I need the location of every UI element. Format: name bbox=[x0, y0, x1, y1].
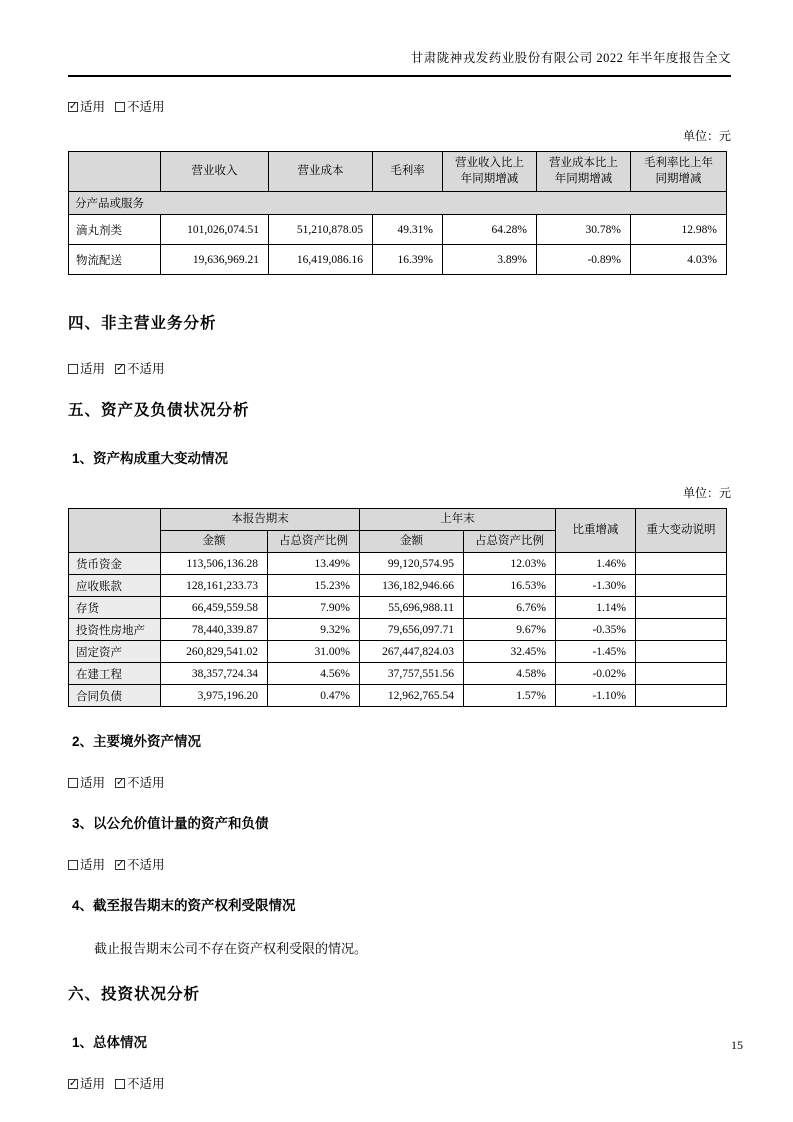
cell-change: -1.45% bbox=[556, 641, 636, 663]
row-label: 固定资产 bbox=[69, 641, 161, 663]
cell-amount-prior: 37,757,551.56 bbox=[360, 663, 464, 685]
col-header-current-period: 本报告期末 bbox=[161, 509, 360, 531]
cell-amount-now: 78,440,339.87 bbox=[161, 619, 268, 641]
table-row bbox=[69, 575, 727, 597]
section-6-sub-1-title: 1、总体情况 bbox=[72, 1035, 148, 1050]
applicable-label: 适用 bbox=[80, 1077, 106, 1091]
section-5-title: 五、资产及负债状况分析 bbox=[68, 402, 250, 419]
applicability-row-s4 bbox=[68, 359, 731, 374]
section-5-sub-3-title: 3、以公允价值计量的资产和负债 bbox=[72, 816, 269, 831]
col-header-change: 比重增减 bbox=[556, 509, 636, 553]
cell-ratio-prior: 6.76% bbox=[464, 597, 556, 619]
cell-note bbox=[636, 575, 727, 597]
cell-cost-change: -0.89% bbox=[537, 245, 631, 275]
checkbox-checked-icon bbox=[115, 860, 125, 870]
cell-ratio-now: 4.56% bbox=[268, 663, 360, 685]
row-label: 合同负债 bbox=[69, 685, 161, 707]
row-label: 投资性房地产 bbox=[69, 619, 161, 641]
cell-note bbox=[636, 553, 727, 575]
table-row bbox=[69, 553, 727, 575]
not-applicable-label: 不适用 bbox=[127, 100, 165, 114]
cell-cost: 51,210,878.05 bbox=[269, 215, 373, 245]
cell-amount-now: 113,506,136.28 bbox=[161, 553, 268, 575]
row-label: 货币资金 bbox=[69, 553, 161, 575]
cell-amount-prior: 55,696,988.11 bbox=[360, 597, 464, 619]
table-header-row bbox=[69, 509, 727, 531]
col-header-note: 重大变动说明 bbox=[636, 509, 727, 553]
checkbox-unchecked-icon bbox=[68, 778, 78, 788]
checkbox-unchecked-icon bbox=[68, 364, 78, 374]
cell-ratio-prior: 4.58% bbox=[464, 663, 556, 685]
col-header-cost: 营业成本 bbox=[269, 152, 373, 192]
product-revenue-table bbox=[68, 151, 727, 275]
cell-amount-now: 128,161,233.73 bbox=[161, 575, 268, 597]
checkbox-unchecked-icon bbox=[68, 860, 78, 870]
cell-margin: 16.39% bbox=[373, 245, 443, 275]
cell-change: 1.46% bbox=[556, 553, 636, 575]
checkbox-unchecked-icon bbox=[115, 102, 125, 112]
applicable-label: 适用 bbox=[80, 776, 106, 790]
cell-ratio-prior: 32.45% bbox=[464, 641, 556, 663]
cell-ratio-prior: 12.03% bbox=[464, 553, 556, 575]
col-header-prior-period: 上年末 bbox=[360, 509, 556, 531]
cell-margin-change: 12.98% bbox=[631, 215, 727, 245]
table-row bbox=[69, 215, 727, 245]
cell-revenue-change: 64.28% bbox=[443, 215, 537, 245]
section-4-title: 四、非主营业务分析 bbox=[68, 315, 217, 332]
checkbox-checked-icon bbox=[68, 1079, 78, 1089]
cell-cost: 16,419,086.16 bbox=[269, 245, 373, 275]
page-number: 15 bbox=[731, 1038, 743, 1052]
table-row bbox=[69, 641, 727, 663]
table-row bbox=[69, 685, 727, 707]
cell-amount-prior: 12,962,765.54 bbox=[360, 685, 464, 707]
checkbox-checked-icon bbox=[68, 102, 78, 112]
cell-change: -1.10% bbox=[556, 685, 636, 707]
cell-margin-change: 4.03% bbox=[631, 245, 727, 275]
col-header-amount: 金额 bbox=[360, 531, 464, 553]
cell-ratio-prior: 16.53% bbox=[464, 575, 556, 597]
section-5-sub-1-title: 1、资产构成重大变动情况 bbox=[72, 451, 229, 466]
applicability-row-s5-3 bbox=[68, 855, 731, 870]
asset-composition-table bbox=[68, 508, 727, 707]
cell-ratio-now: 7.90% bbox=[268, 597, 360, 619]
section-5-sub-2-title: 2、主要境外资产情况 bbox=[72, 734, 202, 749]
report-header-title: 甘肃陇神戎发药业股份有限公司 2022 年半年度报告全文 bbox=[410, 51, 731, 65]
cell-ratio-now: 0.47% bbox=[268, 685, 360, 707]
cell-ratio-prior: 1.57% bbox=[464, 685, 556, 707]
table-header-row bbox=[69, 152, 727, 192]
group-label: 分产品或服务 bbox=[69, 192, 727, 215]
cell-note bbox=[636, 619, 727, 641]
table-group-row bbox=[69, 192, 727, 215]
applicability-row-s6-1 bbox=[68, 1074, 731, 1089]
cell-revenue: 19,636,969.21 bbox=[161, 245, 269, 275]
cell-ratio-now: 31.00% bbox=[268, 641, 360, 663]
cell-note bbox=[636, 663, 727, 685]
cell-amount-prior: 267,447,824.03 bbox=[360, 641, 464, 663]
cell-change: -0.02% bbox=[556, 663, 636, 685]
row-label: 应收账款 bbox=[69, 575, 161, 597]
col-header-ratio: 占总资产比例 bbox=[464, 531, 556, 553]
row-label: 在建工程 bbox=[69, 663, 161, 685]
not-applicable-label: 不适用 bbox=[127, 858, 165, 872]
cell-revenue-change: 3.89% bbox=[443, 245, 537, 275]
cell-amount-now: 38,357,724.34 bbox=[161, 663, 268, 685]
not-applicable-label: 不适用 bbox=[127, 1077, 165, 1091]
row-label: 物流配送 bbox=[69, 245, 161, 275]
page-header bbox=[68, 48, 731, 77]
col-header-amount: 金额 bbox=[161, 531, 268, 553]
cell-amount-prior: 99,120,574.95 bbox=[360, 553, 464, 575]
checkbox-checked-icon bbox=[115, 778, 125, 788]
cell-amount-now: 66,459,559.58 bbox=[161, 597, 268, 619]
applicability-row-s5-2 bbox=[68, 773, 731, 788]
checkbox-unchecked-icon bbox=[115, 1079, 125, 1089]
col-header-margin-change: 毛利率比上年同期增减 bbox=[631, 152, 727, 192]
cell-note bbox=[636, 597, 727, 619]
table-row bbox=[69, 619, 727, 641]
col-header-ratio: 占总资产比例 bbox=[268, 531, 360, 553]
unit-label: 单位：元 bbox=[682, 486, 731, 500]
not-applicable-label: 不适用 bbox=[127, 776, 165, 790]
table-row bbox=[69, 245, 727, 275]
applicability-row-top bbox=[68, 97, 731, 112]
cell-note bbox=[636, 641, 727, 663]
table-row bbox=[69, 597, 727, 619]
cell-change: 1.14% bbox=[556, 597, 636, 619]
not-applicable-label: 不适用 bbox=[127, 362, 165, 376]
cell-ratio-now: 15.23% bbox=[268, 575, 360, 597]
cell-change: -1.30% bbox=[556, 575, 636, 597]
applicable-label: 适用 bbox=[80, 858, 106, 872]
col-header-margin: 毛利率 bbox=[373, 152, 443, 192]
col-header-revenue-change: 营业收入比上年同期增减 bbox=[443, 152, 537, 192]
section-5-sub-4-title: 4、截至报告期末的资产权利受限情况 bbox=[72, 898, 296, 913]
row-label: 存货 bbox=[69, 597, 161, 619]
cell-ratio-now: 9.32% bbox=[268, 619, 360, 641]
section-6-title: 六、投资状况分析 bbox=[68, 986, 201, 1003]
applicable-label: 适用 bbox=[80, 362, 106, 376]
table-row bbox=[69, 663, 727, 685]
cell-amount-prior: 136,182,946.66 bbox=[360, 575, 464, 597]
restricted-assets-paragraph: 截止报告期末公司不存在资产权利受限的情况。 bbox=[94, 941, 368, 956]
col-header-blank bbox=[69, 509, 161, 553]
col-header-cost-change: 营业成本比上年同期增减 bbox=[537, 152, 631, 192]
cell-margin: 49.31% bbox=[373, 215, 443, 245]
cell-change: -0.35% bbox=[556, 619, 636, 641]
cell-ratio-prior: 9.67% bbox=[464, 619, 556, 641]
checkbox-checked-icon bbox=[115, 364, 125, 374]
cell-amount-prior: 79,656,097.71 bbox=[360, 619, 464, 641]
cell-revenue: 101,026,074.51 bbox=[161, 215, 269, 245]
col-header-revenue: 营业收入 bbox=[161, 152, 269, 192]
cell-ratio-now: 13.49% bbox=[268, 553, 360, 575]
applicable-label: 适用 bbox=[80, 100, 106, 114]
cell-amount-now: 260,829,541.02 bbox=[161, 641, 268, 663]
cell-amount-now: 3,975,196.20 bbox=[161, 685, 268, 707]
unit-label: 单位：元 bbox=[682, 129, 731, 143]
row-label: 滴丸剂类 bbox=[69, 215, 161, 245]
col-header-blank bbox=[69, 152, 161, 192]
cell-note bbox=[636, 685, 727, 707]
cell-cost-change: 30.78% bbox=[537, 215, 631, 245]
